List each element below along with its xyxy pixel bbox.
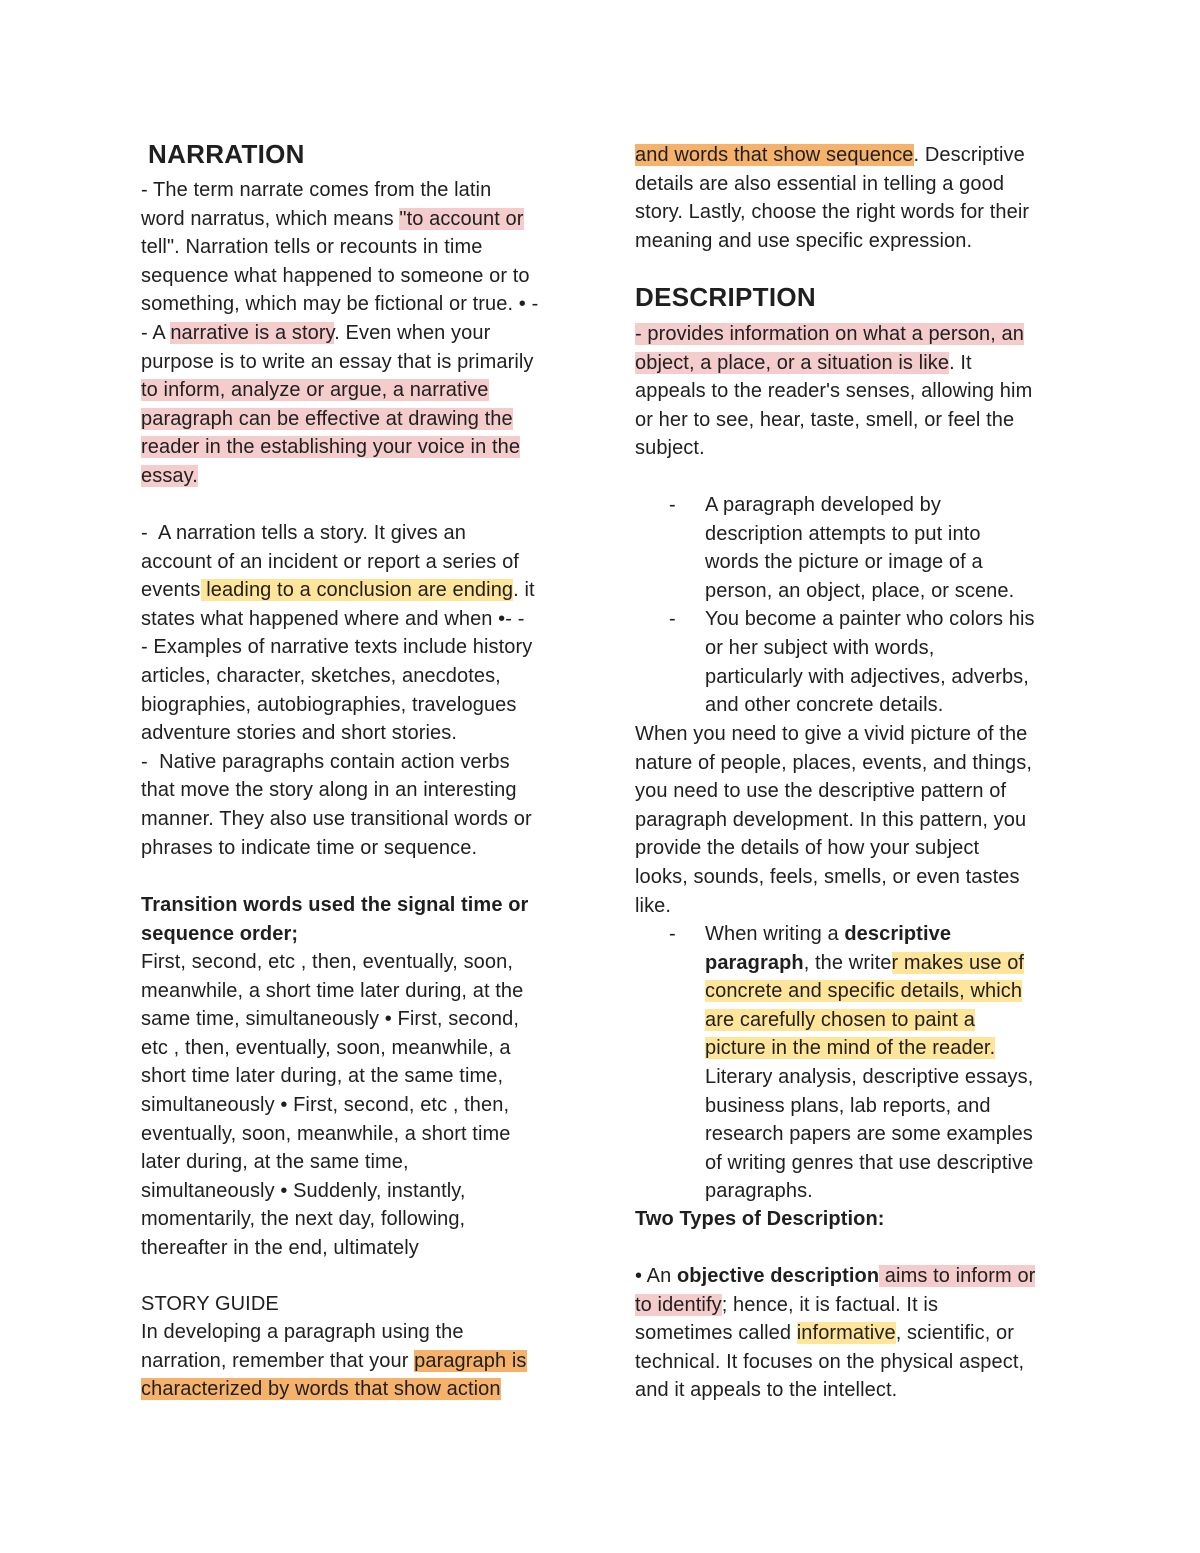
text-line: - Examples of narrative texts include history	[141, 636, 533, 659]
text-line: etc , then, eventually, soon, meanwhile, a	[141, 1036, 511, 1059]
text-line: - provides information on what a person, an	[635, 323, 1024, 345]
bullet-dash: -	[669, 494, 676, 516]
text-line: account of an incident or report a series of	[141, 550, 519, 573]
text-line: Literary analysis, descriptive essays,	[705, 1065, 1034, 1088]
text-line: you need to use the descriptive pattern of	[635, 780, 1007, 803]
text-line: simultaneously • Suddenly, instantly,	[141, 1179, 466, 1202]
text-line: meanwhile, a short time later during, at the	[141, 979, 524, 1002]
text-line: eventually, soon, meanwhile, a short time	[141, 1122, 511, 1145]
transition-heading: Transition words used the signal time or sequence order;	[141, 894, 529, 945]
text-line: something, which may be fictional or true. • -	[141, 293, 539, 316]
text-line: articles, character, sketches, anecdotes,	[141, 664, 501, 687]
text-line: simultaneously • First, second, etc , then,	[141, 1093, 510, 1116]
text-line: - A narration tells a story. It gives an	[141, 522, 466, 544]
text-line: business plans, lab reports, and	[705, 1094, 991, 1117]
text-line: nature of people, places, events, and things,	[635, 751, 1032, 774]
bullet-item	[635, 605, 1067, 719]
text-line: of writing genres that use descriptive	[705, 1151, 1034, 1174]
text-line: When you need to give a vivid picture of the	[635, 723, 1028, 745]
text-line: paragraphs.	[705, 1180, 813, 1203]
text-line: reader in the establishing your voice in the	[141, 436, 521, 459]
text-line: manner. They also use transitional words or	[141, 807, 532, 830]
text-line: biographies, autobiographies, travelogues	[141, 693, 517, 716]
text-line: - A narrative is a story. Even when your	[141, 321, 491, 344]
text-line: momentarily, the next day, following,	[141, 1208, 466, 1231]
story-guide-paragraph: In developing a paragraph using the narration, remember that your paragraph is characterized by words that show action	[141, 1321, 527, 1401]
bullet-line: and other concrete details.	[705, 694, 944, 717]
when-writing-bullet: - When writing a descriptive paragraph, the writer makes use of concrete and specific details, which are carefully chosen to paint a picture in the mind of the reader. Literary analysis, descriptive essays, business plans, lab reports, and research papers are some examples of writing genres that use descriptive paragraphs.	[635, 920, 1067, 1206]
text-line: states what happened where and when •- -	[141, 607, 525, 630]
bullet-item	[635, 491, 1067, 605]
bullet-dash: -	[669, 608, 676, 631]
text-line: looks, sounds, feels, smells, or even tastes	[635, 865, 1020, 888]
two-types-heading: Two Types of Description:	[635, 1208, 885, 1230]
text-line: same time, simultaneously • First, second,	[141, 1008, 519, 1031]
text-line: short time later during, at the same time,	[141, 1065, 504, 1088]
text-line: like.	[635, 894, 672, 917]
text-line: - The term narrate comes from the latin	[141, 179, 492, 201]
text-line: purpose is to write an essay that is primarily	[141, 350, 534, 373]
transition-words-list	[141, 948, 523, 1263]
text-line: sequence what happened to someone or to	[141, 264, 530, 287]
text-line: or her to see, hear, taste, smell, or feel the	[635, 408, 1015, 431]
text-line: that move the story along in an interesting	[141, 779, 517, 802]
bullet-line: or her subject with words,	[705, 636, 935, 659]
bullet-line: particularly with adjectives, adverbs,	[705, 665, 1029, 688]
text-line: research papers are some examples	[705, 1123, 1033, 1146]
text-line: meaning and use specific expression.	[635, 229, 973, 252]
bullet-line: description attempts to put into	[705, 522, 981, 545]
description-bullet-list	[635, 491, 1067, 720]
text-line: story. Lastly, choose the right words for their	[635, 201, 1030, 224]
text-line: paragraph can be effective at drawing the	[141, 407, 513, 430]
text-line: to inform, analyze or argue, a narrative	[141, 379, 489, 402]
bullet-line: You become a painter who colors his	[705, 608, 1035, 631]
text-line: subject.	[635, 437, 705, 460]
text-line: events leading to a conclusion are ending. it	[141, 579, 535, 602]
story-guide-heading: STORY GUIDE	[141, 1293, 279, 1315]
description-heading: DESCRIPTION	[635, 282, 816, 312]
text-line: and words that show sequence. Descriptive	[635, 144, 1025, 166]
bullet-line: words the picture or image of a	[705, 551, 983, 574]
narration-paragraph-2	[141, 519, 535, 862]
text-line: adventure stories and short stories.	[141, 722, 457, 745]
text-line: object, a place, or a situation is like. It	[635, 351, 972, 374]
narration-heading: NARRATION	[148, 139, 305, 169]
text-line: thereafter in the end, ultimately	[141, 1236, 419, 1259]
text-line: - Native paragraphs contain action verbs	[141, 750, 510, 773]
text-line: essay.	[141, 464, 198, 487]
text-line: First, second, etc , then, eventually, soon,	[141, 951, 513, 973]
text-line: phrases to indicate time or sequence.	[141, 836, 478, 859]
text-line: later during, at the same time,	[141, 1151, 409, 1174]
description-paragraph	[635, 320, 1032, 463]
story-guide-continuation	[635, 141, 1029, 255]
text-line: paragraph development. In this pattern, you	[635, 808, 1027, 831]
narration-paragraph-1	[141, 176, 538, 491]
text-line: word narratus, which means "to account or	[141, 207, 524, 230]
vivid-picture-paragraph	[635, 720, 1032, 920]
bullet-line: person, an object, place, or scene.	[705, 579, 1015, 602]
objective-description-paragraph: • An objective description aims to inform or to identify; hence, it is factual. It is sometimes called informative, scientific, or technical. It focuses on the physical aspect, and it appeals to the intellect.	[635, 1265, 1036, 1402]
bullet-line: A paragraph developed by	[705, 494, 941, 516]
text-line: appeals to the reader's senses, allowing him	[635, 380, 1033, 403]
text-line: details are also essential in telling a good	[635, 172, 1005, 195]
text-line: provide the details of how your subject	[635, 837, 980, 860]
text-line: tell". Narration tells or recounts in time	[141, 236, 483, 259]
